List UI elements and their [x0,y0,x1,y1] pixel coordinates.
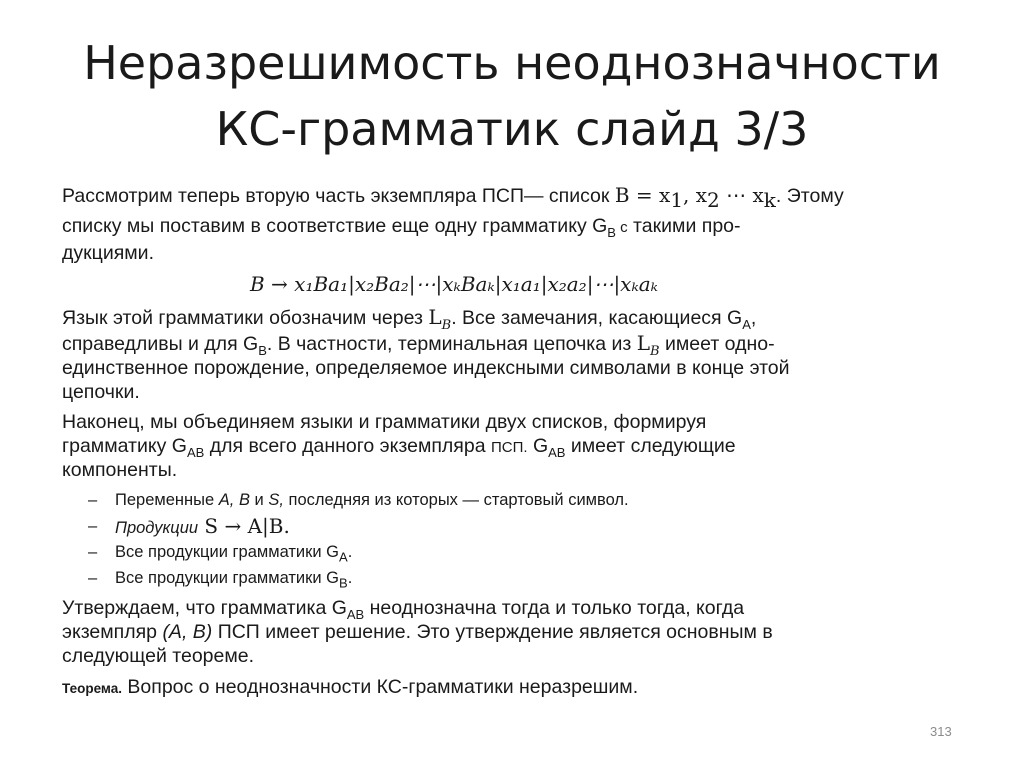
p2-line-1: Язык этой грамматики обозначим через $L_B$. Все замечания, касающиеся $G_A$, [62,305,757,333]
theorem-text: Вопрос о неоднозначности КС-грамматики неразрешим. [121,676,639,698]
p2-line-4: цепочки. [62,381,140,403]
theorem-label: Теорема. [62,681,122,696]
p1-line-2: списку мы поставим в соответствие еще одну грамматику $G_B$ с такими про- [62,215,741,240]
p2-line-2: справедливы и для $G_B$. В частности, терминальная цепочка из $L_B$ имеет одно- [62,331,775,359]
p3-line-1: Наконец, мы объединяем языки и грамматики двух списков, формируя [62,411,707,433]
p1-line-3: дукциями. [62,242,154,264]
p4-line-1: Утверждаем, что грамматика $G_{AB}$ неоднозначна тогда и только тогда, когда [62,597,745,622]
p3-line-3: компоненты. [62,459,178,481]
bullet-productions-ga: – Все продукции грамматики $G_A$. [88,543,353,565]
grammar-formula: B → x₁Ba₁|x₂Ba₂|⋯|xₖBaₖ|x₁a₁|x₂a₂|⋯|xₖaₖ [250,272,658,296]
bullet-variables: – Переменные A, B и S, последняя из которых — стартовый символ. [88,491,629,509]
bullet-productions-gb: – Все продукции грамматики $G_B$. [88,569,353,591]
p3-line-2: грамматику $G_{AB}$ для всего данного экземпляра ПСП. $G_{AB}$ имеет следующие [62,435,736,460]
p4-line-3: следующей теореме. [62,645,255,667]
slide-title [40,30,984,162]
p4-line-2: экземпляр (A, B) ПСП имеет решение. Это утверждение является основным в [62,621,773,643]
page-number: 313 [930,724,952,739]
p1-line-1: Рассмотрим теперь вторую часть экземпляра ПСП— список $B = x_1$, $x_2$ ⋯ $x_k$. Этому [62,183,844,212]
p2-line-3: единственное порождение, определяемое индексными символами в конце этой [62,357,790,379]
title-line-1: Неразрешимость неоднозначности [83,36,941,90]
theorem [62,675,638,701]
bullet-productions: – Продукции S → A|B. [88,514,290,538]
title-line-2: КС-грамматик слайд 3/3 [215,102,809,156]
